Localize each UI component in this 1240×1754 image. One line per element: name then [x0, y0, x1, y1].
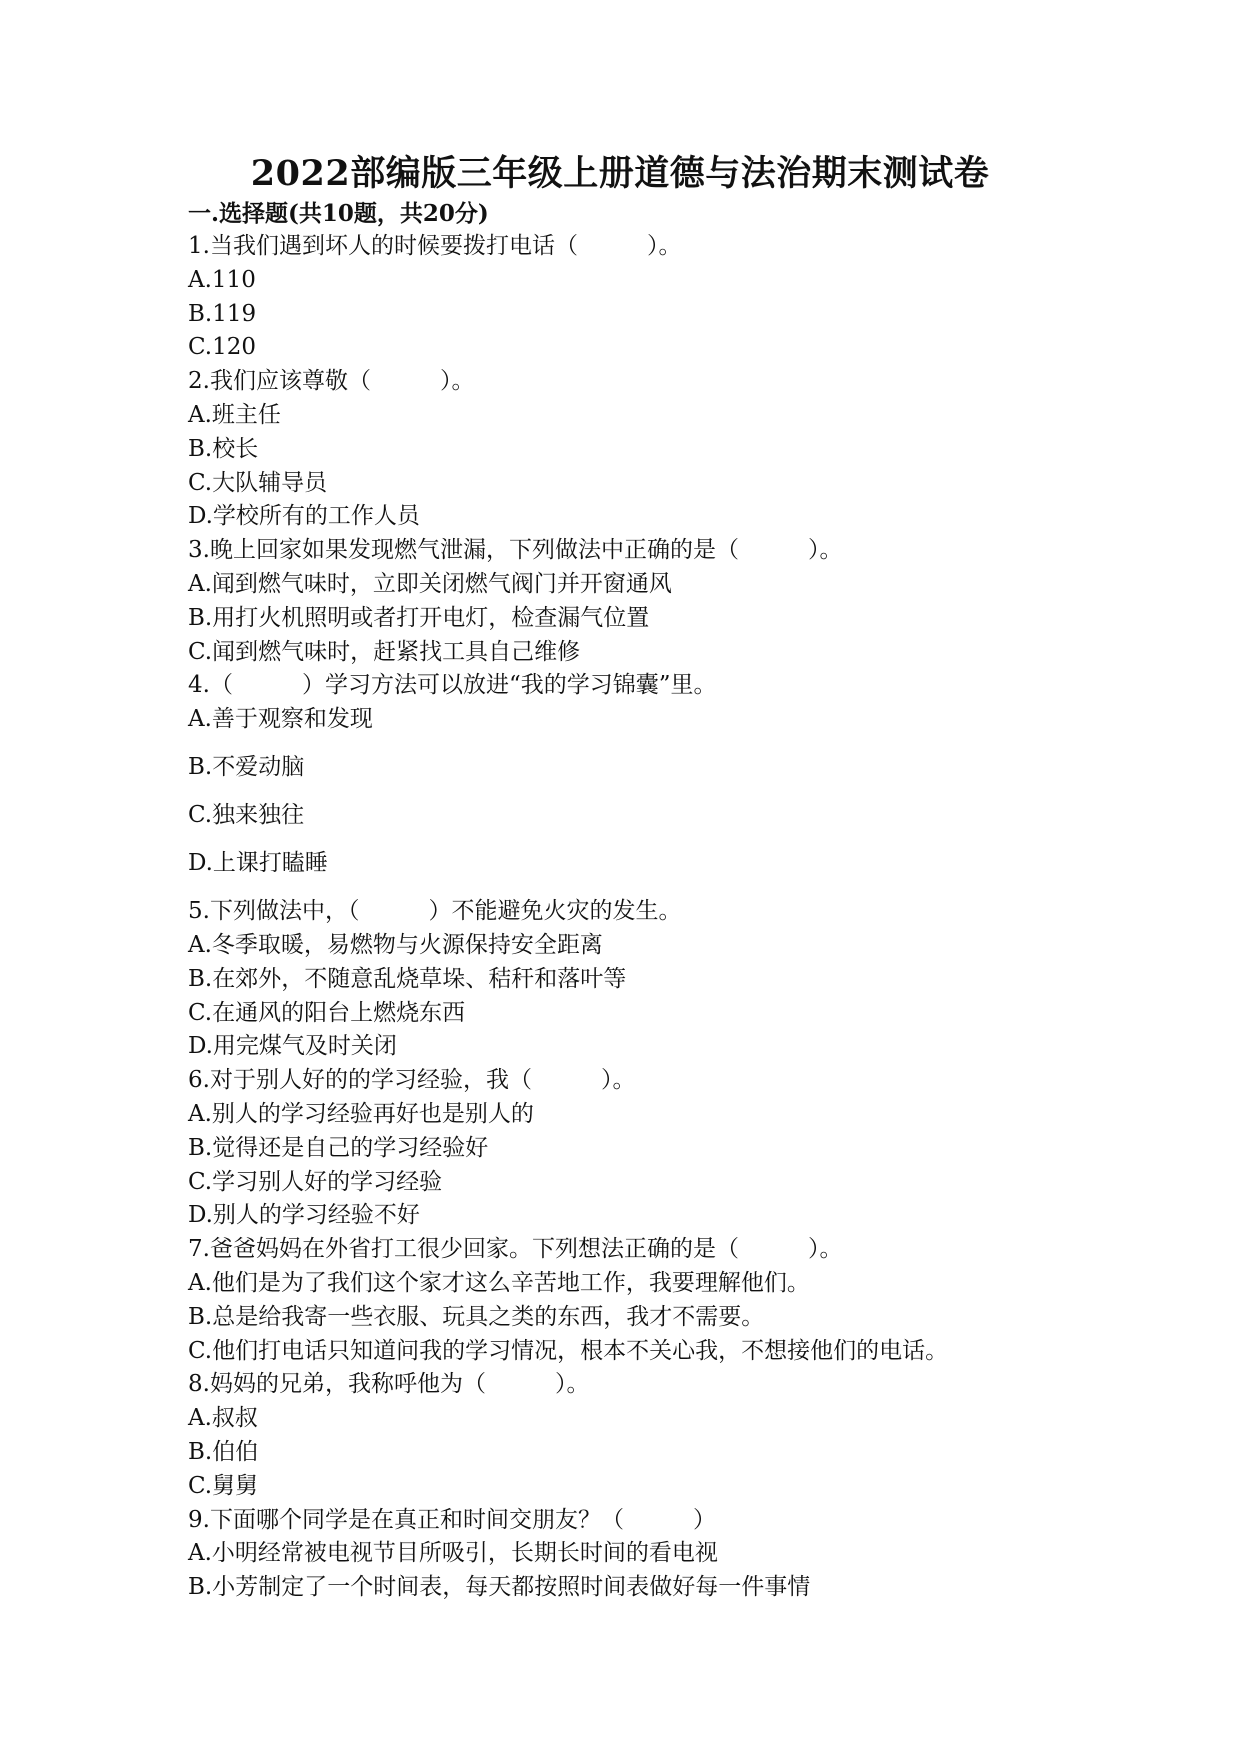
answer-option: C.120: [188, 334, 256, 361]
answer-option: C.独来独往: [188, 802, 305, 829]
answer-option: A.冬季取暖，易燃物与火源保持安全距离: [188, 931, 603, 958]
answer-option: A.110: [188, 266, 256, 293]
answer-option: C.舅舅: [188, 1472, 259, 1499]
answer-option: A.小明经常被电视节目所吸引，长期长时间的看电视: [188, 1540, 718, 1567]
question-stem: 8.妈妈的兄弟，我称呼他为（ ）。: [188, 1371, 590, 1398]
question-stem: 6.对于别人好的的学习经验，我（ ）。: [188, 1067, 636, 1094]
answer-option: B.小芳制定了一个时间表，每天都按照时间表做好每一件事情: [188, 1574, 811, 1601]
question-stem: 4.（ ）学习方法可以放进“我的学习锦囊”里。: [188, 672, 717, 699]
answer-option: A.闻到燃气味时，立即关闭燃气阀门并开窗通风: [188, 570, 672, 597]
question-stem: 2.我们应该尊敬（ ）。: [188, 368, 475, 395]
answer-option: A.善于观察和发现: [188, 706, 373, 733]
answer-option: D.别人的学习经验不好: [188, 1202, 420, 1229]
answer-option: B.总是给我寄一些衣服、玩具之类的东西，我才不需要。: [188, 1303, 765, 1330]
question-stem: 7.爸爸妈妈在外省打工很少回家。下列想法正确的是（ ）。: [188, 1236, 843, 1263]
answer-option: D.用完煤气及时关闭: [188, 1033, 397, 1060]
answer-option: A.班主任: [188, 401, 281, 428]
page-title: 2022部编版三年级上册道德与法治期末测试卷: [250, 153, 990, 194]
answer-option: A.别人的学习经验再好也是别人的: [188, 1100, 534, 1127]
answer-option: B.119: [188, 300, 257, 327]
answer-option: C.大队辅导员: [188, 469, 328, 496]
answer-option: A.叔叔: [188, 1405, 258, 1432]
answer-option: D.学校所有的工作人员: [188, 503, 420, 530]
question-stem: 3.晚上回家如果发现燃气泄漏，下列做法中正确的是（ ）。: [188, 537, 843, 564]
answer-option: B.在郊外，不随意乱烧草垛、秸秆和落叶等: [188, 965, 627, 992]
answer-option: C.闻到燃气味时，赶紧找工具自己维修: [188, 638, 581, 665]
answer-option: B.伯伯: [188, 1438, 259, 1465]
answer-option: B.校长: [188, 435, 259, 462]
answer-option: B.觉得还是自己的学习经验好: [188, 1134, 489, 1161]
answer-option: B.用打火机照明或者打开电灯，检查漏气位置: [188, 604, 650, 631]
answer-option: A.他们是为了我们这个家才这么辛苦地工作，我要理解他们。: [188, 1269, 810, 1296]
question-stem: 9.下面哪个同学是在真正和时间交朋友？（ ）: [188, 1506, 716, 1533]
question-stem: 5.下列做法中，（ ）不能避免火灾的发生。: [188, 898, 682, 925]
answer-option: C.他们打电话只知道问我的学习情况，根本不关心我，不想接他们的电话。: [188, 1337, 949, 1364]
answer-option: C.在通风的阳台上燃烧东西: [188, 999, 466, 1026]
question-list: [188, 198, 1088, 1605]
question-stem: 1.当我们遇到坏人的时候要拨打电话（ ）。: [188, 233, 682, 259]
answer-option: B.不爱动脑: [188, 754, 305, 781]
section-heading: 一.选择题(共10题，共20分): [188, 200, 489, 227]
answer-option: C.学习别人好的学习经验: [188, 1168, 443, 1195]
answer-option: D.上课打瞌睡: [188, 850, 328, 877]
